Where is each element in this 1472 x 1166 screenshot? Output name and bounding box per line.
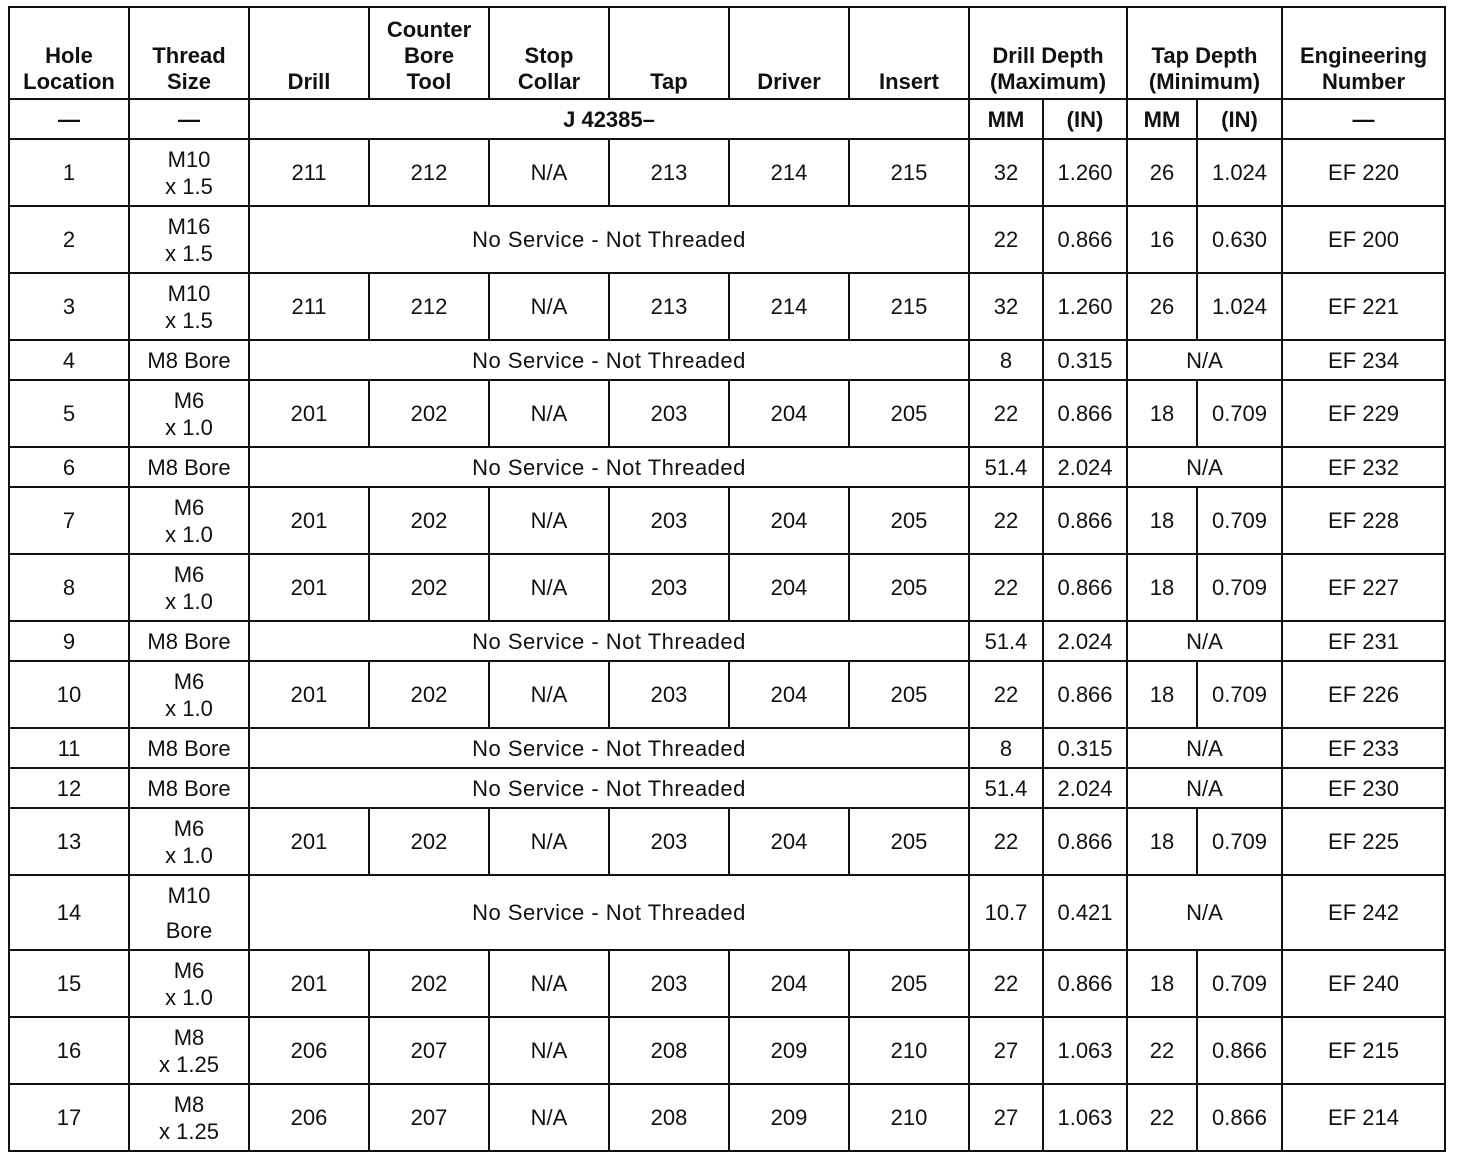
- drill-number: 201: [249, 487, 369, 554]
- tap-depth-mm: 26: [1127, 139, 1197, 206]
- drill-depth-mm: 27: [969, 1084, 1043, 1151]
- thread-size-line: M8 Bore: [147, 454, 231, 480]
- tap-number: 213: [609, 139, 729, 206]
- tap-depth-in: 0.709: [1197, 808, 1282, 875]
- drill-number: 201: [249, 554, 369, 621]
- drill-depth-in: 0.866: [1043, 487, 1127, 554]
- drill-number: 211: [249, 139, 369, 206]
- tap-depth-mm: 18: [1127, 808, 1197, 875]
- drill-depth-in: 1.063: [1043, 1017, 1127, 1084]
- service-note: No Service - Not Threaded: [249, 728, 969, 768]
- hole-location: 8: [9, 554, 129, 621]
- tap-depth-na: N/A: [1127, 621, 1282, 661]
- table-row: [9, 661, 1445, 728]
- drill-number: 211: [249, 273, 369, 340]
- thread-size-line: M16: [167, 213, 211, 239]
- tap-number: 208: [609, 1084, 729, 1151]
- thread-repair-table: [8, 6, 1446, 1152]
- header-tap: Tap: [609, 7, 729, 99]
- table-row: [9, 340, 1445, 380]
- stop-collar-number: N/A: [489, 139, 609, 206]
- insert-number: 215: [849, 273, 969, 340]
- thread-size-line: M6: [173, 668, 205, 694]
- thread-size-line: M6: [173, 561, 205, 587]
- hole-location: 14: [9, 875, 129, 950]
- subheader-hole-dash: —: [9, 99, 129, 139]
- drill-depth-in: 1.260: [1043, 139, 1127, 206]
- subheader-thread-dash: —: [129, 99, 249, 139]
- thread-size: [129, 273, 249, 340]
- driver-number: 204: [729, 950, 849, 1017]
- header-engineering-number: Engineering Number: [1282, 7, 1445, 99]
- table-row: [9, 875, 1445, 950]
- drill-depth-in: 1.063: [1043, 1084, 1127, 1151]
- counter-bore-number: 202: [369, 950, 489, 1017]
- tap-depth-in: 0.709: [1197, 950, 1282, 1017]
- drill-depth-in: 0.866: [1043, 661, 1127, 728]
- table-row: [9, 1017, 1445, 1084]
- drill-depth-in: 0.866: [1043, 808, 1127, 875]
- counter-bore-number: 202: [369, 487, 489, 554]
- table-row: [9, 554, 1445, 621]
- thread-size-line: x 1.0: [165, 414, 213, 440]
- engineering-number: EF 228: [1282, 487, 1445, 554]
- drill-depth-mm: 51.4: [969, 621, 1043, 661]
- engineering-number: EF 240: [1282, 950, 1445, 1017]
- service-note: No Service - Not Threaded: [249, 621, 969, 661]
- thread-size-line: M6: [173, 815, 205, 841]
- hole-location: 12: [9, 768, 129, 808]
- thread-size-line: x 1.0: [165, 984, 213, 1010]
- driver-number: 209: [729, 1017, 849, 1084]
- thread-size: [129, 768, 249, 808]
- drill-depth-in: 0.866: [1043, 950, 1127, 1017]
- drill-depth-mm: 22: [969, 206, 1043, 273]
- drill-depth-mm: 22: [969, 380, 1043, 447]
- engineering-number: EF 226: [1282, 661, 1445, 728]
- hole-location: 9: [9, 621, 129, 661]
- driver-number: 204: [729, 554, 849, 621]
- counter-bore-number: 202: [369, 808, 489, 875]
- stop-collar-number: N/A: [489, 380, 609, 447]
- tap-depth-mm: 18: [1127, 554, 1197, 621]
- engineering-number: EF 214: [1282, 1084, 1445, 1151]
- drill-depth-mm: 32: [969, 273, 1043, 340]
- engineering-number: EF 242: [1282, 875, 1445, 950]
- drill-depth-mm: 32: [969, 139, 1043, 206]
- thread-size-line: x 1.25: [159, 1118, 219, 1144]
- drill-number: 201: [249, 380, 369, 447]
- thread-size: [129, 139, 249, 206]
- header-thread-size: Thread Size: [129, 7, 249, 99]
- drill-depth-mm: 51.4: [969, 447, 1043, 487]
- table-row: [9, 139, 1445, 206]
- engineering-number: EF 234: [1282, 340, 1445, 380]
- thread-size-line: M6: [173, 494, 205, 520]
- subheader-drill-mm: MM: [969, 99, 1043, 139]
- drill-depth-mm: 22: [969, 554, 1043, 621]
- header-insert: Insert: [849, 7, 969, 99]
- drill-depth-mm: 10.7: [969, 875, 1043, 950]
- thread-size-line: x 1.0: [165, 695, 213, 721]
- stop-collar-number: N/A: [489, 950, 609, 1017]
- drill-depth-in: 1.260: [1043, 273, 1127, 340]
- insert-number: 205: [849, 661, 969, 728]
- drill-depth-mm: 27: [969, 1017, 1043, 1084]
- thread-size-line: x 1.0: [165, 842, 213, 868]
- table-row: [9, 273, 1445, 340]
- thread-size-line: M6: [173, 957, 205, 983]
- thread-size: [129, 554, 249, 621]
- service-note: No Service - Not Threaded: [249, 875, 969, 950]
- counter-bore-number: 202: [369, 661, 489, 728]
- hole-location: 10: [9, 661, 129, 728]
- engineering-number: EF 229: [1282, 380, 1445, 447]
- insert-number: 205: [849, 808, 969, 875]
- thread-size-line: x 1.5: [165, 240, 213, 266]
- tap-depth-mm: 22: [1127, 1084, 1197, 1151]
- tap-depth-in: 0.709: [1197, 554, 1282, 621]
- tap-depth-mm: 16: [1127, 206, 1197, 273]
- thread-size-line: M6: [173, 387, 205, 413]
- tap-depth-in: 1.024: [1197, 139, 1282, 206]
- driver-number: 204: [729, 380, 849, 447]
- thread-size: [129, 808, 249, 875]
- stop-collar-number: N/A: [489, 1084, 609, 1151]
- thread-size-line: M8: [173, 1091, 205, 1117]
- tap-depth-mm: 18: [1127, 661, 1197, 728]
- thread-size-line: x 1.25: [159, 1051, 219, 1077]
- tap-depth-in: 1.024: [1197, 273, 1282, 340]
- drill-depth-in: 0.315: [1043, 728, 1127, 768]
- table-row: [9, 487, 1445, 554]
- driver-number: 214: [729, 273, 849, 340]
- table-row: [9, 380, 1445, 447]
- subheader-tap-in: (IN): [1197, 99, 1282, 139]
- service-note: No Service - Not Threaded: [249, 206, 969, 273]
- tap-number: 203: [609, 554, 729, 621]
- table-row: [9, 447, 1445, 487]
- tap-depth-in: 0.709: [1197, 487, 1282, 554]
- tap-depth-mm: 18: [1127, 380, 1197, 447]
- drill-depth-mm: 22: [969, 950, 1043, 1017]
- stop-collar-number: N/A: [489, 808, 609, 875]
- counter-bore-number: 212: [369, 139, 489, 206]
- insert-number: 215: [849, 139, 969, 206]
- thread-size: [129, 728, 249, 768]
- driver-number: 209: [729, 1084, 849, 1151]
- thread-size-line: x 1.0: [165, 588, 213, 614]
- hole-location: 3: [9, 273, 129, 340]
- tap-depth-in: 0.709: [1197, 661, 1282, 728]
- engineering-number: EF 230: [1282, 768, 1445, 808]
- thread-size-line: M10: [167, 280, 211, 306]
- thread-size: [129, 1084, 249, 1151]
- thread-size-line: M8 Bore: [147, 775, 231, 801]
- hole-location: 16: [9, 1017, 129, 1084]
- thread-size: [129, 950, 249, 1017]
- thread-size: [129, 487, 249, 554]
- insert-number: 205: [849, 487, 969, 554]
- table-row: [9, 1084, 1445, 1151]
- drill-number: 206: [249, 1084, 369, 1151]
- tap-depth-in: 0.866: [1197, 1017, 1282, 1084]
- hole-location: 6: [9, 447, 129, 487]
- engineering-number: EF 225: [1282, 808, 1445, 875]
- engineering-number: EF 215: [1282, 1017, 1445, 1084]
- header-drill: Drill: [249, 7, 369, 99]
- driver-number: 204: [729, 808, 849, 875]
- counter-bore-number: 202: [369, 380, 489, 447]
- insert-number: 205: [849, 950, 969, 1017]
- engineering-number: EF 200: [1282, 206, 1445, 273]
- thread-size-line: Bore: [165, 917, 213, 943]
- hole-location: 1: [9, 139, 129, 206]
- thread-size: [129, 1017, 249, 1084]
- tap-number: 208: [609, 1017, 729, 1084]
- table-row: [9, 950, 1445, 1017]
- engineering-number: EF 221: [1282, 273, 1445, 340]
- stop-collar-number: N/A: [489, 273, 609, 340]
- subheader-drill-in: (IN): [1043, 99, 1127, 139]
- drill-depth-in: 0.421: [1043, 875, 1127, 950]
- subheader-tap-mm: MM: [1127, 99, 1197, 139]
- tap-depth-na: N/A: [1127, 768, 1282, 808]
- driver-number: 204: [729, 661, 849, 728]
- stop-collar-number: N/A: [489, 661, 609, 728]
- drill-number: 201: [249, 808, 369, 875]
- drill-depth-mm: 22: [969, 487, 1043, 554]
- engineering-number: EF 231: [1282, 621, 1445, 661]
- tap-number: 203: [609, 808, 729, 875]
- hole-location: 4: [9, 340, 129, 380]
- drill-depth-in: 2.024: [1043, 621, 1127, 661]
- stop-collar-number: N/A: [489, 554, 609, 621]
- thread-size-line: M10: [167, 882, 211, 908]
- table-row: [9, 728, 1445, 768]
- thread-size-line: M8 Bore: [147, 628, 231, 654]
- thread-size-line: x 1.5: [165, 173, 213, 199]
- hole-location: 15: [9, 950, 129, 1017]
- tap-depth-in: 0.866: [1197, 1084, 1282, 1151]
- engineering-number: EF 233: [1282, 728, 1445, 768]
- header-tap-depth: Tap Depth (Minimum): [1127, 7, 1282, 99]
- drill-depth-in: 0.866: [1043, 206, 1127, 273]
- tool-kit-prefix: J 42385–: [249, 99, 969, 139]
- stop-collar-number: N/A: [489, 487, 609, 554]
- tap-number: 203: [609, 380, 729, 447]
- header-counter-bore-tool: Counter Bore Tool: [369, 7, 489, 99]
- stop-collar-number: N/A: [489, 1017, 609, 1084]
- tap-depth-in: 0.709: [1197, 380, 1282, 447]
- header-hole-location: Hole Location: [9, 7, 129, 99]
- insert-number: 205: [849, 380, 969, 447]
- table-body: [9, 139, 1445, 1151]
- driver-number: 204: [729, 487, 849, 554]
- counter-bore-number: 207: [369, 1084, 489, 1151]
- hole-location: 13: [9, 808, 129, 875]
- tap-number: 203: [609, 487, 729, 554]
- insert-number: 210: [849, 1017, 969, 1084]
- thread-size: [129, 621, 249, 661]
- thread-size-line: M8 Bore: [147, 735, 231, 761]
- hole-location: 17: [9, 1084, 129, 1151]
- thread-size-line: x 1.0: [165, 521, 213, 547]
- table-row: [9, 206, 1445, 273]
- drill-depth-in: 0.315: [1043, 340, 1127, 380]
- tap-depth-na: N/A: [1127, 875, 1282, 950]
- table-row: [9, 808, 1445, 875]
- service-note: No Service - Not Threaded: [249, 768, 969, 808]
- tap-depth-in: 0.630: [1197, 206, 1282, 273]
- tap-depth-mm: 26: [1127, 273, 1197, 340]
- hole-location: 2: [9, 206, 129, 273]
- header-driver: Driver: [729, 7, 849, 99]
- thread-size-line: M10: [167, 146, 211, 172]
- insert-number: 210: [849, 1084, 969, 1151]
- header-drill-depth: Drill Depth (Maximum): [969, 7, 1127, 99]
- tap-depth-na: N/A: [1127, 447, 1282, 487]
- thread-size: [129, 661, 249, 728]
- service-note: No Service - Not Threaded: [249, 447, 969, 487]
- tap-depth-mm: 18: [1127, 487, 1197, 554]
- drill-number: 206: [249, 1017, 369, 1084]
- service-note: No Service - Not Threaded: [249, 340, 969, 380]
- thread-size: [129, 875, 249, 950]
- thread-size: [129, 447, 249, 487]
- tap-depth-na: N/A: [1127, 728, 1282, 768]
- tap-depth-mm: 22: [1127, 1017, 1197, 1084]
- tap-number: 203: [609, 661, 729, 728]
- thread-size-line: x 1.5: [165, 307, 213, 333]
- drill-depth-mm: 8: [969, 340, 1043, 380]
- drill-depth-mm: 22: [969, 808, 1043, 875]
- engineering-number: EF 232: [1282, 447, 1445, 487]
- thread-size: [129, 206, 249, 273]
- drill-depth-in: 2.024: [1043, 768, 1127, 808]
- drill-number: 201: [249, 661, 369, 728]
- drill-depth-in: 2.024: [1043, 447, 1127, 487]
- drill-depth-mm: 22: [969, 661, 1043, 728]
- subheader-row: [9, 99, 1445, 139]
- table-row: [9, 621, 1445, 661]
- table-row: [9, 768, 1445, 808]
- thread-size: [129, 340, 249, 380]
- subheader-eng-dash: —: [1282, 99, 1445, 139]
- header-stop-collar: Stop Collar: [489, 7, 609, 99]
- thread-size-line: M8: [173, 1024, 205, 1050]
- driver-number: 214: [729, 139, 849, 206]
- tap-number: 203: [609, 950, 729, 1017]
- hole-location: 5: [9, 380, 129, 447]
- header-row: [9, 7, 1445, 99]
- engineering-number: EF 227: [1282, 554, 1445, 621]
- tap-depth-mm: 18: [1127, 950, 1197, 1017]
- counter-bore-number: 212: [369, 273, 489, 340]
- counter-bore-number: 207: [369, 1017, 489, 1084]
- drill-number: 201: [249, 950, 369, 1017]
- counter-bore-number: 202: [369, 554, 489, 621]
- thread-size-line: M8 Bore: [147, 347, 231, 373]
- thread-size: [129, 380, 249, 447]
- insert-number: 205: [849, 554, 969, 621]
- tap-depth-na: N/A: [1127, 340, 1282, 380]
- engineering-number: EF 220: [1282, 139, 1445, 206]
- hole-location: 11: [9, 728, 129, 768]
- tap-number: 213: [609, 273, 729, 340]
- drill-depth-in: 0.866: [1043, 554, 1127, 621]
- hole-location: 7: [9, 487, 129, 554]
- drill-depth-mm: 51.4: [969, 768, 1043, 808]
- drill-depth-in: 0.866: [1043, 380, 1127, 447]
- drill-depth-mm: 8: [969, 728, 1043, 768]
